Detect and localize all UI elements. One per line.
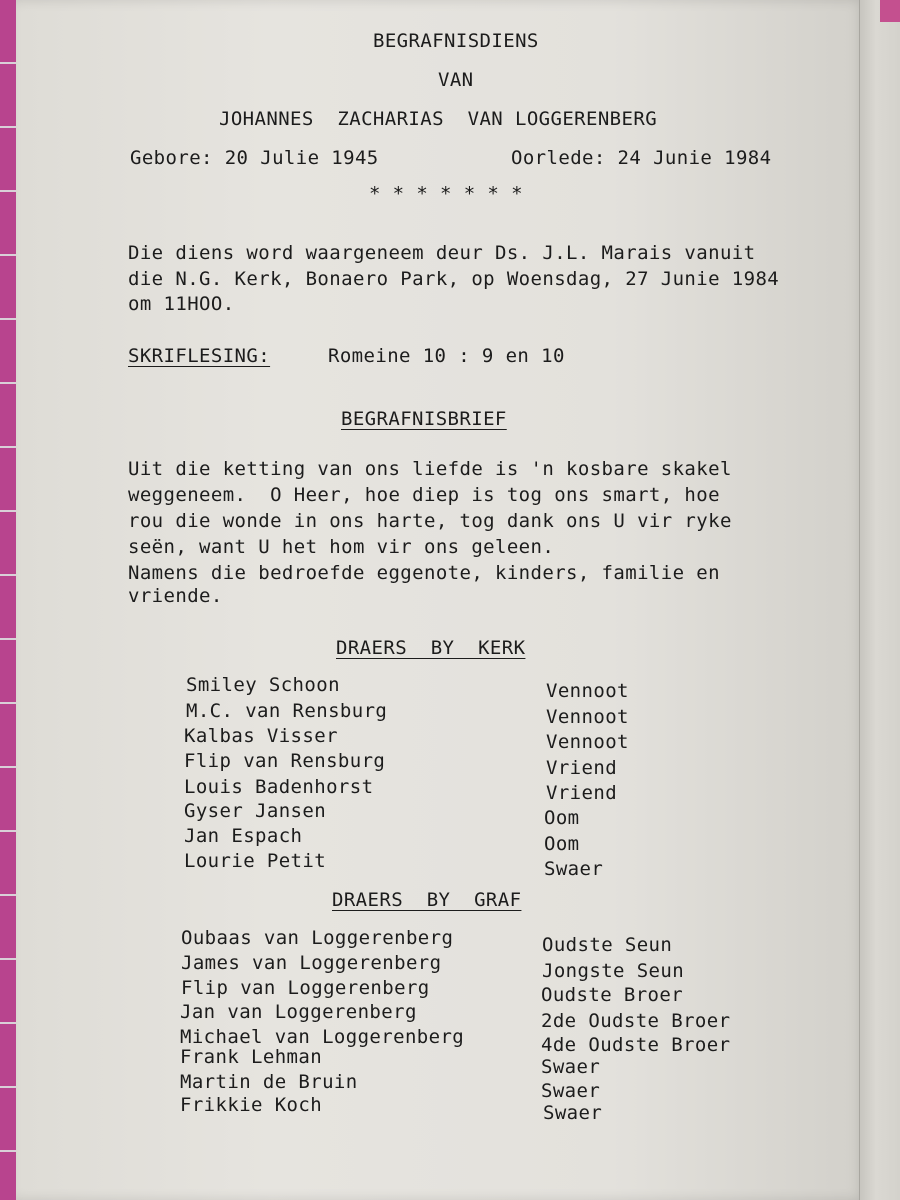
grave-bearer-name: Frank Lehman: [180, 1046, 323, 1068]
letter-heading: BEGRAFNISBRIEF: [341, 408, 507, 430]
letter-line: Uit die ketting van ons liefde is 'n kosbare skakel: [128, 458, 732, 480]
grave-bearer-relation: Oudste Broer: [541, 984, 684, 1006]
grave-bearer-name: Jan van Loggerenberg: [180, 1001, 417, 1023]
church-bearer-relation: Swaer: [544, 858, 604, 880]
grave-bearer-name: Frikkie Koch: [180, 1094, 323, 1116]
grave-bearer-relation: 4de Oudste Broer: [541, 1034, 731, 1056]
church-bearer-name: Jan Espach: [184, 825, 303, 847]
grave-bearer-relation: Jongste Seun: [542, 960, 685, 982]
letter-line: seën, want U het hom vir ons geleen.: [128, 536, 555, 558]
church-bearer-name: Louis Badenhorst: [184, 776, 374, 798]
grave-bearer-name: James van Loggerenberg: [181, 952, 442, 974]
funeral-program-page: [16, 0, 866, 1200]
birth-date: Gebore: 20 Julie 1945: [130, 147, 379, 169]
church-bearer-relation: Vennoot: [546, 680, 629, 702]
letter-line: weggeneem. O Heer, hoe diep is tog ons smart, hoe: [128, 484, 720, 506]
background-corner: [880, 0, 900, 22]
grave-bearer-relation: Swaer: [541, 1056, 601, 1078]
grave-bearers-heading: DRAERS BY GRAF: [332, 889, 522, 911]
grave-bearer-relation: Oudste Seun: [542, 934, 673, 956]
grave-bearer-name: Michael van Loggerenberg: [180, 1026, 465, 1048]
church-bearer-relation: Vriend: [546, 782, 618, 804]
church-bearer-name: Gyser Jansen: [184, 800, 327, 822]
service-line: Die diens word waargeneem deur Ds. J.L. Marais vanuit: [128, 242, 756, 264]
grave-bearer-name: Flip van Loggerenberg: [181, 977, 430, 999]
church-bearer-relation: Vennoot: [546, 706, 629, 728]
grave-bearer-relation: Swaer: [541, 1080, 601, 1102]
letter-line: rou die wonde in ons harte, tog dank ons U vir ryke: [128, 510, 732, 532]
next-page-edge: [859, 0, 900, 1200]
church-bearer-relation: Oom: [544, 807, 580, 829]
letter-line: Namens die bedroefde eggenote, kinders, familie en: [128, 562, 720, 584]
church-bearer-name: Smiley Schoon: [186, 674, 340, 696]
letter-line: vriende.: [128, 585, 223, 607]
grave-bearer-name: Martin de Bruin: [180, 1071, 358, 1093]
van-line: VAN: [438, 69, 474, 91]
service-line: om 11HOO.: [128, 293, 235, 315]
reading-text: Romeine 10 : 9 en 10: [328, 345, 565, 367]
death-date: Oorlede: 24 Junie 1984: [511, 147, 772, 169]
program-title: BEGRAFNISDIENS: [373, 30, 539, 52]
grave-bearer-relation: 2de Oudste Broer: [541, 1010, 731, 1032]
grave-bearer-relation: Swaer: [543, 1102, 603, 1124]
church-bearer-relation: Oom: [544, 833, 580, 855]
church-bearers-heading: DRAERS BY KERK: [336, 637, 526, 659]
church-bearer-name: Kalbas Visser: [184, 725, 338, 747]
church-bearer-name: Lourie Petit: [184, 850, 327, 872]
reading-label: SKRIFLESING:: [128, 345, 271, 367]
church-bearer-relation: Vriend: [546, 757, 618, 779]
church-bearer-name: Flip van Rensburg: [184, 750, 386, 772]
service-line: die N.G. Kerk, Bonaero Park, op Woensdag, 27 Junie 1984: [128, 268, 780, 290]
church-bearer-relation: Vennoot: [546, 731, 629, 753]
star-divider: * * * * * * *: [369, 183, 523, 205]
deceased-name: JOHANNES ZACHARIAS VAN LOGGERENBERG: [219, 108, 658, 130]
grave-bearer-name: Oubaas van Loggerenberg: [181, 927, 454, 949]
church-bearer-name: M.C. van Rensburg: [186, 700, 388, 722]
